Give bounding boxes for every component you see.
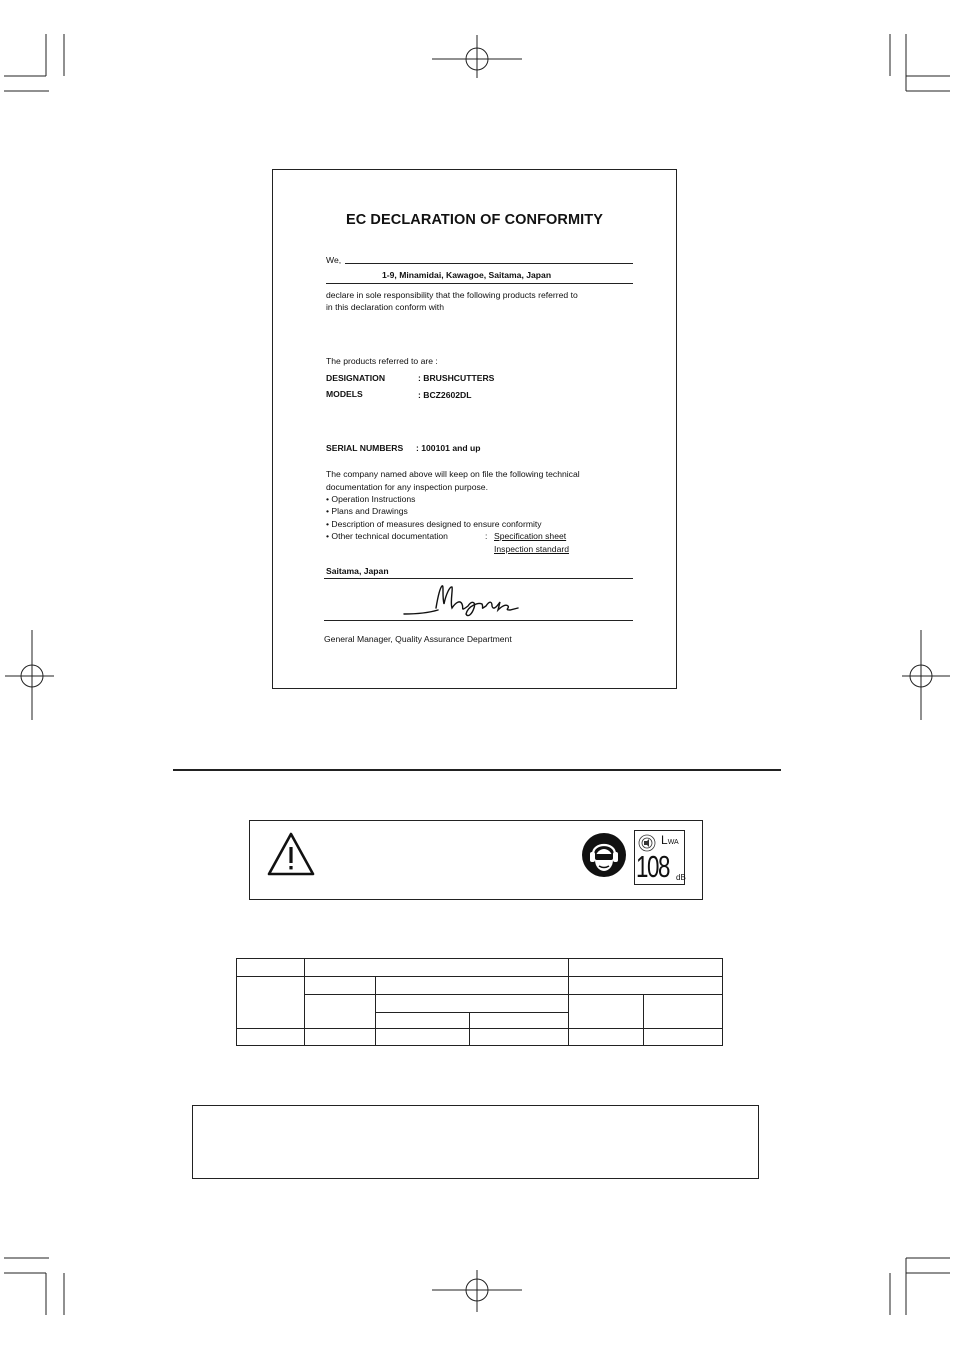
table-cell (237, 1029, 305, 1046)
keep-text-2: documentation for any inspection purpose. (326, 482, 488, 492)
declare-text-1: declare in sole responsibility that the following products referred to (326, 290, 578, 300)
inspection-standard-text: Inspection standard (494, 544, 570, 554)
table-cell (644, 1029, 723, 1046)
table-cell (644, 995, 723, 1029)
doc-item: • Other technical documentation (326, 531, 448, 541)
products-intro: The products referred to are : (326, 356, 438, 366)
table-cell (376, 1029, 470, 1046)
declaration-title: EC DECLARATION OF CONFORMITY (345, 212, 604, 228)
designation-label: DESIGNATION (326, 373, 386, 383)
signer-title: General Manager, Quality Assurance Department (324, 634, 512, 644)
warning-triangle-icon (266, 831, 316, 877)
db-value: 108 (636, 849, 669, 884)
warning-label-box (249, 820, 703, 900)
table-cell (305, 995, 376, 1029)
table-cell (470, 1029, 569, 1046)
serial-label: SERIAL NUMBERS (326, 443, 404, 453)
place-line (324, 578, 633, 579)
signature (398, 580, 523, 622)
we-label: We, (326, 255, 342, 265)
spec-sheet-text: Specification sheet (494, 531, 567, 541)
table-cell (305, 959, 569, 977)
serial-value: : 100101 and up (416, 443, 481, 453)
table-cell (376, 1013, 470, 1029)
spec-table (236, 958, 723, 1046)
info-box (192, 1105, 759, 1179)
sound-power-badge (634, 830, 685, 885)
section-divider (173, 769, 781, 771)
db-unit: dB (676, 873, 686, 882)
table-cell (237, 977, 305, 1029)
address-line (326, 283, 633, 284)
doc-item: • Operation Instructions (326, 494, 416, 504)
ec-declaration-panel (272, 169, 677, 689)
protective-gear-icon (581, 832, 627, 878)
other-doc-colon: : (485, 531, 488, 541)
table-cell (569, 995, 644, 1029)
table-cell (569, 959, 723, 977)
table-cell (569, 977, 723, 995)
company-name-line (345, 263, 633, 264)
table-cell (376, 995, 569, 1013)
place-text: Saitama, Japan (326, 566, 389, 576)
table-cell (376, 977, 569, 995)
signature-line (324, 620, 633, 621)
keep-text-1: The company named above will keep on file the following technical (326, 469, 580, 479)
table-cell (470, 1013, 569, 1029)
table-cell (305, 977, 376, 995)
doc-item: • Description of measures designed to ensure conformity (326, 519, 542, 529)
declare-text-2: in this declaration conform with (326, 302, 444, 312)
models-label: MODELS (326, 389, 363, 399)
table-cell (305, 1029, 376, 1046)
doc-item: • Plans and Drawings (326, 506, 408, 516)
lwa-label: LWA (661, 833, 679, 847)
designation-value: : BRUSHCUTTERS (418, 373, 495, 383)
table-cell (237, 959, 305, 977)
models-value: : BCZ2602DL (418, 390, 472, 400)
company-address: 1-9, Minamidai, Kawagoe, Saitama, Japan (382, 270, 552, 280)
table-cell (569, 1029, 644, 1046)
